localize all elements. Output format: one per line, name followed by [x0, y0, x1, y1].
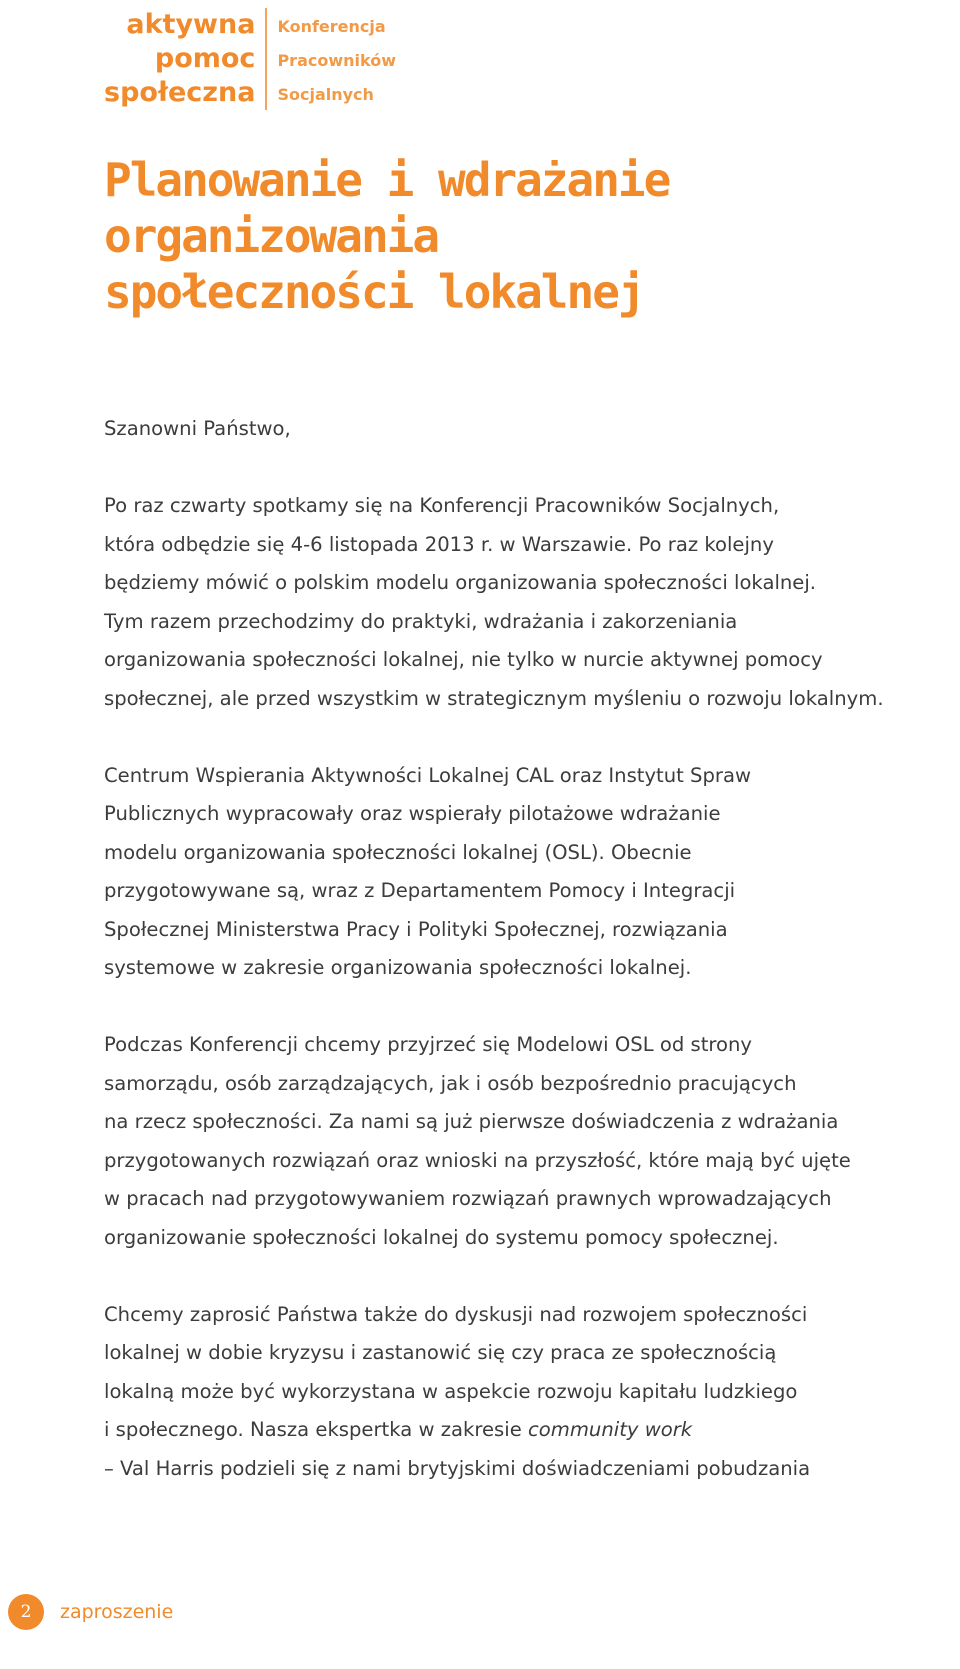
text-line: Szanowni Państwo, — [104, 417, 291, 440]
text-line: Społecznej Ministerstwa Pracy i Polityki Społecznej, rozwiązania — [104, 917, 728, 941]
title-line: społeczności lokalnej — [104, 265, 644, 319]
page-number-badge: 2 — [8, 1594, 44, 1630]
logo-subtitle-line: Socjalnych — [277, 85, 374, 104]
text-line: Centrum Wspierania Aktywności Lokalnej CAL oraz Instytut Spraw — [104, 763, 752, 787]
logo-line: pomoc — [154, 43, 256, 74]
text-line: Publicznych wypracowały oraz wspierały pilotażowe wdrażanie — [104, 802, 721, 825]
title-line: organizowania — [104, 209, 439, 263]
text-line: przygotowywane są, wraz z Departamentem Pomocy i Integracji — [104, 879, 736, 902]
text-line: w pracach nad przygotowywaniem rozwiązań prawnych wprowadzających — [104, 1187, 832, 1210]
logo-line: aktywna — [126, 9, 256, 40]
text-line: organizowanie społeczności lokalnej do systemu pomocy społecznej. — [104, 1225, 779, 1249]
greeting — [104, 410, 934, 449]
paragraph-4 — [104, 1296, 934, 1489]
logo-subtitle — [267, 8, 396, 110]
text-line-with-emphasis — [104, 1411, 934, 1450]
text-line: organizowania społeczności lokalnej, nie tylko w nurcie aktywnej pomocy — [104, 648, 823, 671]
text-line: która odbędzie się 4-6 listopada 2013 r. w Warszawie. Po raz kolejny — [104, 532, 774, 556]
title-line: Planowanie i wdrażanie — [104, 153, 670, 207]
logo-line: społeczna — [104, 77, 256, 108]
logo-wordmark — [104, 8, 267, 110]
text-line: Podczas Konferencji chcemy przyjrzeć się Modelowi OSL od strony — [104, 1033, 753, 1056]
text-line: na rzecz społeczności. Za nami są już pierwsze doświadczenia z wdrażania — [104, 1110, 839, 1133]
footer-section-label: zaproszenie — [60, 1601, 174, 1623]
text-line: lokalną może być wykorzystana w aspekcie rozwoju kapitału ludzkiego — [104, 1379, 798, 1403]
page-title — [104, 152, 669, 320]
text-line: Po raz czwarty spotkamy się na Konferencji Pracowników Socjalnych, — [104, 494, 780, 517]
text-line: samorządu, osób zarządzających, jak i osób bezpośrednio pracujących — [104, 1071, 797, 1095]
text-line: Chcemy zaprosić Państwa także do dyskusji nad rozwojem społeczności — [104, 1302, 808, 1326]
logo-subtitle-line: Pracowników — [277, 51, 396, 70]
emphasized-phrase: community work — [527, 1418, 693, 1441]
text-line: przygotowanych rozwiązań oraz wnioski na przyszłość, które mają być ujęte — [104, 1148, 851, 1172]
text-line: społecznej, ale przed wszystkim w strategicznym myśleniu o rozwoju lokalnym. — [104, 686, 884, 710]
text-line: lokalnej w dobie kryzysu i zastanowić się czy praca ze społecznością — [104, 1341, 777, 1364]
text-line: systemowe w zakresie organizowania społeczności lokalnej. — [104, 956, 692, 979]
text-line: – Val Harris podzieli się z nami brytyjskimi doświadczeniami pobudzania — [104, 1456, 811, 1480]
logo — [104, 8, 396, 110]
page-footer — [8, 1594, 173, 1630]
paragraph-3 — [104, 1026, 934, 1257]
logo-subtitle-line: Konferencja — [277, 17, 386, 36]
text-line: modelu organizowania społeczności lokalnej (OSL). Obecnie — [104, 840, 692, 864]
letter-body — [104, 410, 934, 1527]
paragraph-1 — [104, 487, 934, 718]
text-segment: i społecznego. Nasza ekspertka w zakresie — [104, 1418, 528, 1441]
text-line: będziemy mówić o polskim modelu organizowania społeczności lokalnej. — [104, 571, 817, 594]
text-line: Tym razem przechodzimy do praktyki, wdrażania i zakorzeniania — [104, 609, 738, 633]
paragraph-2 — [104, 757, 934, 988]
